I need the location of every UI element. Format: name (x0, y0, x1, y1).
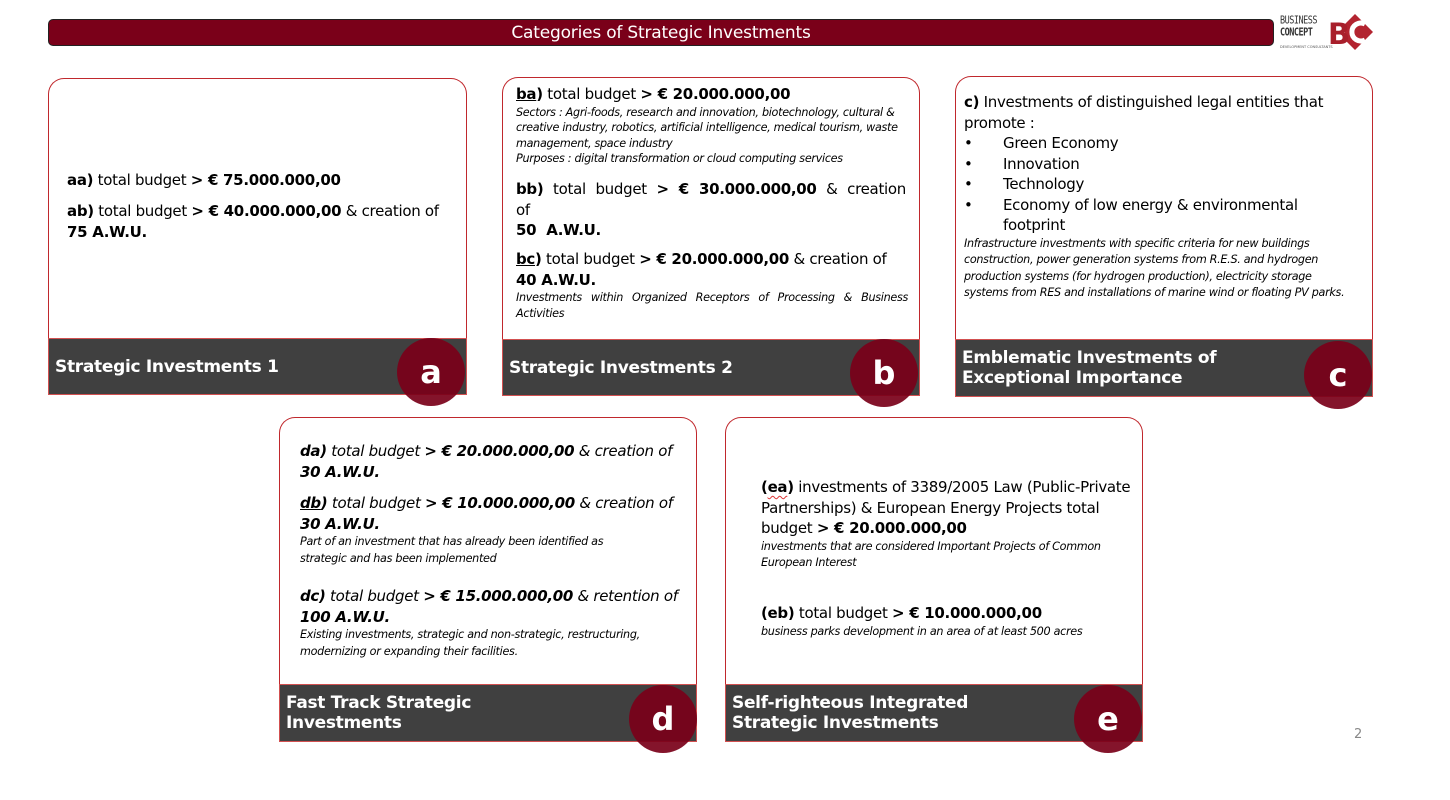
item-text: & creation of (574, 494, 673, 512)
item-awu: 30 A.W.U. (300, 514, 380, 533)
item-amount: > € 20.000.000,00 (816, 519, 967, 537)
item-amount: > € 20.000.000,00 (640, 85, 791, 103)
item-amount: > € 20.000.000,00 (424, 442, 575, 460)
card-title-line: Self-righteous Integrated (732, 693, 969, 713)
item-text: total budget (542, 85, 641, 103)
item-text: investments of 3389/2005 Law (Public-Private Partnerships) & European Energy Projects total budget (761, 478, 1131, 537)
card-title-line: Exceptional Importance (962, 368, 1183, 388)
svg-text:B: B (1328, 17, 1351, 51)
item-text: & retention of (573, 587, 678, 605)
item-awu: 40 A.W.U. (516, 270, 596, 289)
item-awu: 75 A.W.U. (67, 222, 147, 241)
item-text: & creation of (574, 442, 673, 460)
item-note: Part of an investment that has already been identified as strategic and has been implemented (300, 535, 604, 565)
item-text: & creation of (516, 180, 906, 219)
item-purposes: Purposes : digital transformation or cloud computing services (516, 152, 843, 165)
category-badge: c (1304, 341, 1372, 409)
item-text: total budget (93, 171, 191, 189)
item-label: c) (964, 93, 980, 111)
item-text: total budget (543, 180, 657, 198)
card-title-line: Fast Track Strategic (286, 693, 472, 713)
list-item: • Economy of low energy & environmental footprint (964, 195, 1364, 236)
item-ab (67, 201, 457, 242)
list-item: • Innovation (964, 154, 1364, 175)
item-text: total budget (794, 604, 893, 622)
item-label: bc (516, 250, 536, 268)
page-number: 2 (1354, 727, 1363, 742)
item-text: total budget (327, 494, 426, 512)
item-text: & creation of (341, 202, 439, 220)
card-title-line: Strategic Investments (732, 713, 939, 733)
logo-line2: CONCEPT (1280, 26, 1313, 40)
item-amount: > € 10.000.000,00 (892, 604, 1042, 622)
card-title (726, 693, 968, 733)
item-text: total budget (93, 202, 192, 220)
item-text: total budget (325, 587, 424, 605)
item-label: ea (767, 478, 788, 496)
item-da (300, 441, 692, 482)
item-bb (516, 179, 906, 241)
item-note: Infrastructure investments with specific criteria for new buildings construction, power generation systems from R.E.S. and hydrogen production systems (for hydrogen production), electricity storage systems from RES and installations of marine wind or floating PV parks. (964, 236, 1345, 299)
item-awu: 50 A.W.U. (516, 221, 601, 239)
item-intro: Investments of distinguished legal entities that promote : (964, 93, 1324, 132)
item-label: (eb) (761, 604, 795, 622)
business-concept-logo (1280, 12, 1376, 54)
logo-tagline: DEVELOPMENT CONSULTANTS (1280, 45, 1333, 49)
item-text: total budget (541, 250, 640, 268)
item-note: business parks development in an area of at least 500 acres (761, 624, 1083, 638)
item-c (964, 92, 1364, 302)
card-title (956, 348, 1216, 388)
item-label: db (300, 494, 321, 512)
item-note: investments that are considered Important Projects of Common European Interest (761, 539, 1101, 569)
card-strategic-investments-1 (48, 78, 467, 395)
card-title: Strategic Investments 1 (55, 356, 279, 377)
item-awu: 100 A.W.U. (300, 607, 390, 626)
category-badge: d (629, 685, 697, 753)
item-amount: > € 15.000.000,00 (423, 587, 574, 605)
item-amount: > € 30.000.000,00 (656, 180, 817, 198)
item-dc (300, 586, 692, 660)
item-label-paren: ) (320, 494, 328, 512)
item-amount: > € 20.000.000,00 (639, 250, 790, 268)
card-title (280, 693, 471, 733)
list-item: • Technology (964, 174, 1364, 195)
item-ba (516, 84, 908, 167)
card-title-line: Emblematic Investments of (962, 348, 1217, 368)
item-amount: > € 75.000.000,00 (190, 171, 341, 189)
category-badge: a (397, 338, 465, 406)
slide-title: Categories of Strategic Investments (511, 22, 811, 43)
item-label: da) (300, 442, 327, 460)
item-eb (761, 603, 1135, 640)
item-text: & creation of (789, 250, 887, 268)
item-amount: > € 10.000.000,00 (425, 494, 575, 512)
item-db (300, 493, 692, 567)
item-ea (761, 477, 1135, 572)
list-item: • Green Economy (964, 133, 1364, 154)
card-self-righteous-investments (725, 417, 1143, 742)
item-label: bb) (516, 180, 544, 198)
card-strategic-investments-2 (502, 77, 920, 396)
promote-list (964, 133, 1364, 236)
logo-line1: BUSINESS (1280, 14, 1317, 28)
category-badge: b (850, 339, 918, 407)
item-label-paren: ( (761, 478, 768, 496)
category-badge: e (1074, 685, 1142, 753)
item-label: dc) (300, 587, 326, 605)
item-text: total budget (326, 442, 425, 460)
card-fast-track-investments (279, 417, 697, 742)
card-title: Strategic Investments 2 (509, 357, 733, 378)
bc-logo-icon (1325, 12, 1375, 52)
card-emblematic-investments (955, 76, 1373, 397)
item-label-paren: ) (536, 85, 543, 103)
item-label: aa) (67, 171, 94, 189)
item-label-paren: ) (787, 478, 794, 496)
item-aa (67, 170, 457, 191)
card-title-line: Investments (286, 713, 402, 733)
item-note: Existing investments, strategic and non-strategic, restructuring, modernizing or expanding their facilities. (300, 628, 640, 658)
item-label: ba (516, 85, 537, 103)
item-label: ab) (67, 202, 94, 220)
item-note: Investments within Organized Receptors of Processing & Business Activities (516, 291, 908, 320)
item-awu: 30 A.W.U. (300, 462, 380, 481)
item-sectors: Sectors : Agri-foods, research and innovation, biotechnology, cultural & creative industry, robotics, artificial intelligence, medical tourism, waste management, space industry (516, 105, 898, 150)
title-bar (48, 19, 1274, 46)
item-amount: > € 40.000.000,00 (191, 202, 342, 220)
item-bc (516, 249, 908, 322)
logo-wordmark (1280, 14, 1330, 40)
item-label-paren: ) (535, 250, 542, 268)
